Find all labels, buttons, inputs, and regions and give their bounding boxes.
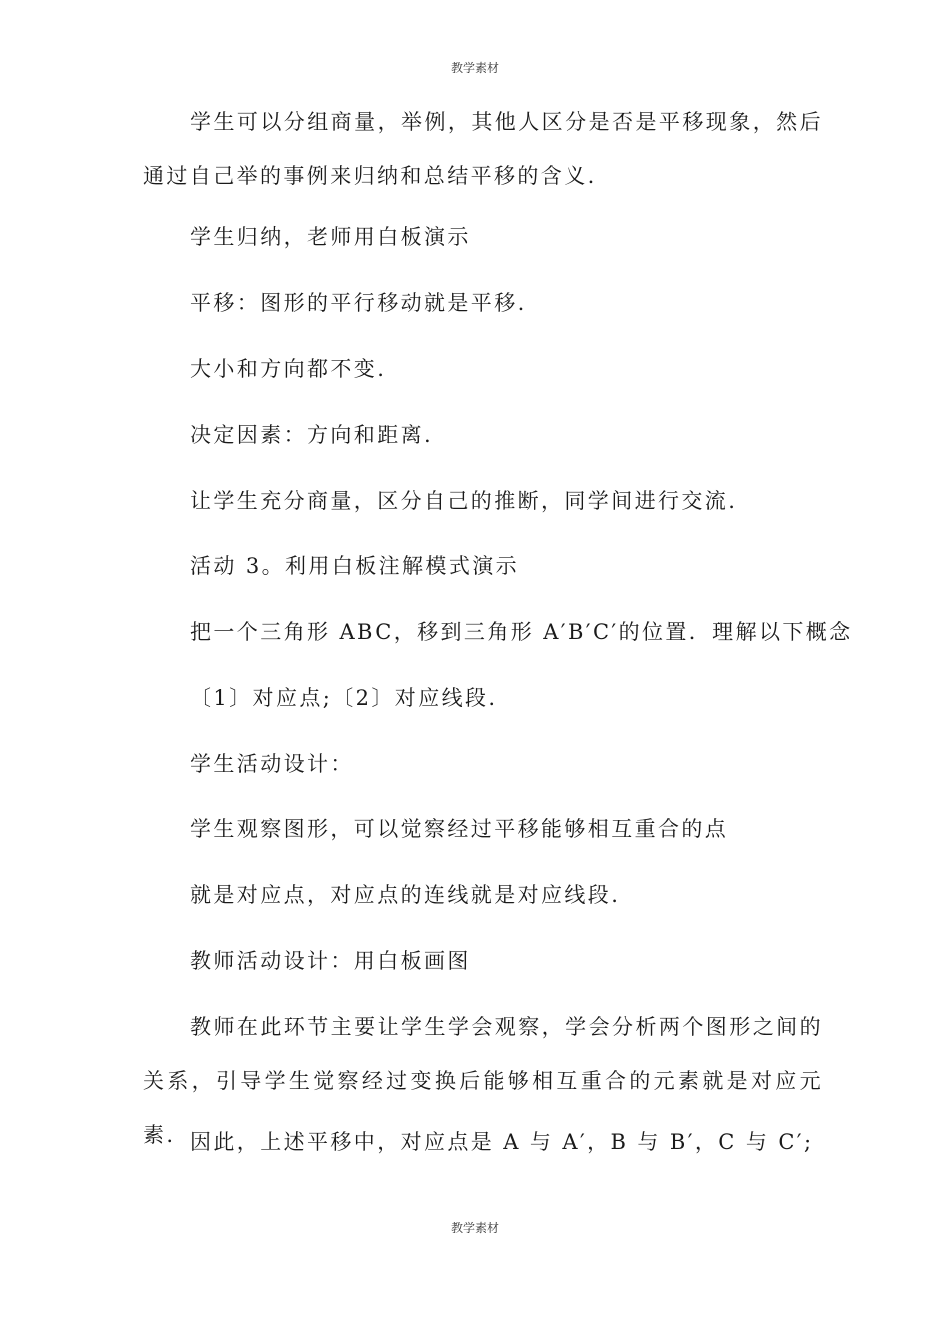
paragraph-13: 教师活动设计：用白板画图 — [190, 949, 471, 973]
paragraph-11: 学生观察图形，可以觉察经过平移能够相互重合的点 — [190, 817, 729, 841]
paragraph-6: 让学生充分商量，区分自己的推断，同学间进行交流. — [190, 489, 738, 513]
paragraph-4: 大小和方向都不变. — [190, 357, 387, 381]
paragraph-1: 学生可以分组商量，举例，其他人区分是否是平移现象，然后通过自己举的事例来归纳和总结平移的含义. — [143, 110, 823, 188]
paragraph-12: 就是对应点，对应点的连线就是对应线段. — [190, 883, 621, 907]
paragraph-10: 学生活动设计： — [190, 752, 354, 776]
paragraph-8: 把一个三角形 ABC，移到三角形 A′B′C′的位置．理解以下概念 — [190, 620, 853, 644]
paragraph-9: 〔1〕对应点;〔2〕对应线段. — [190, 686, 498, 710]
paragraph-5: 决定因素：方向和距离. — [190, 423, 434, 447]
paragraph-7: 活动 3。利用白板注解模式演示 — [190, 554, 520, 578]
page-footer: 教学素材 — [450, 1221, 499, 1235]
paragraph-15: 因此，上述平移中，对应点是 A 与 A′，B 与 B′，C 与 C′; — [190, 1130, 814, 1154]
page-header: 教学素材 — [450, 61, 499, 75]
paragraph-3: 平移：图形的平行移动就是平移. — [190, 291, 527, 315]
paragraph-14: 教师在此环节主要让学生学会观察，学会分析两个图形之间的关系，引导学生觉察经过变换后能够相互重合的元素就是对应元素. — [143, 1015, 823, 1147]
paragraph-2: 学生归纳，老师用白板演示 — [190, 225, 471, 249]
